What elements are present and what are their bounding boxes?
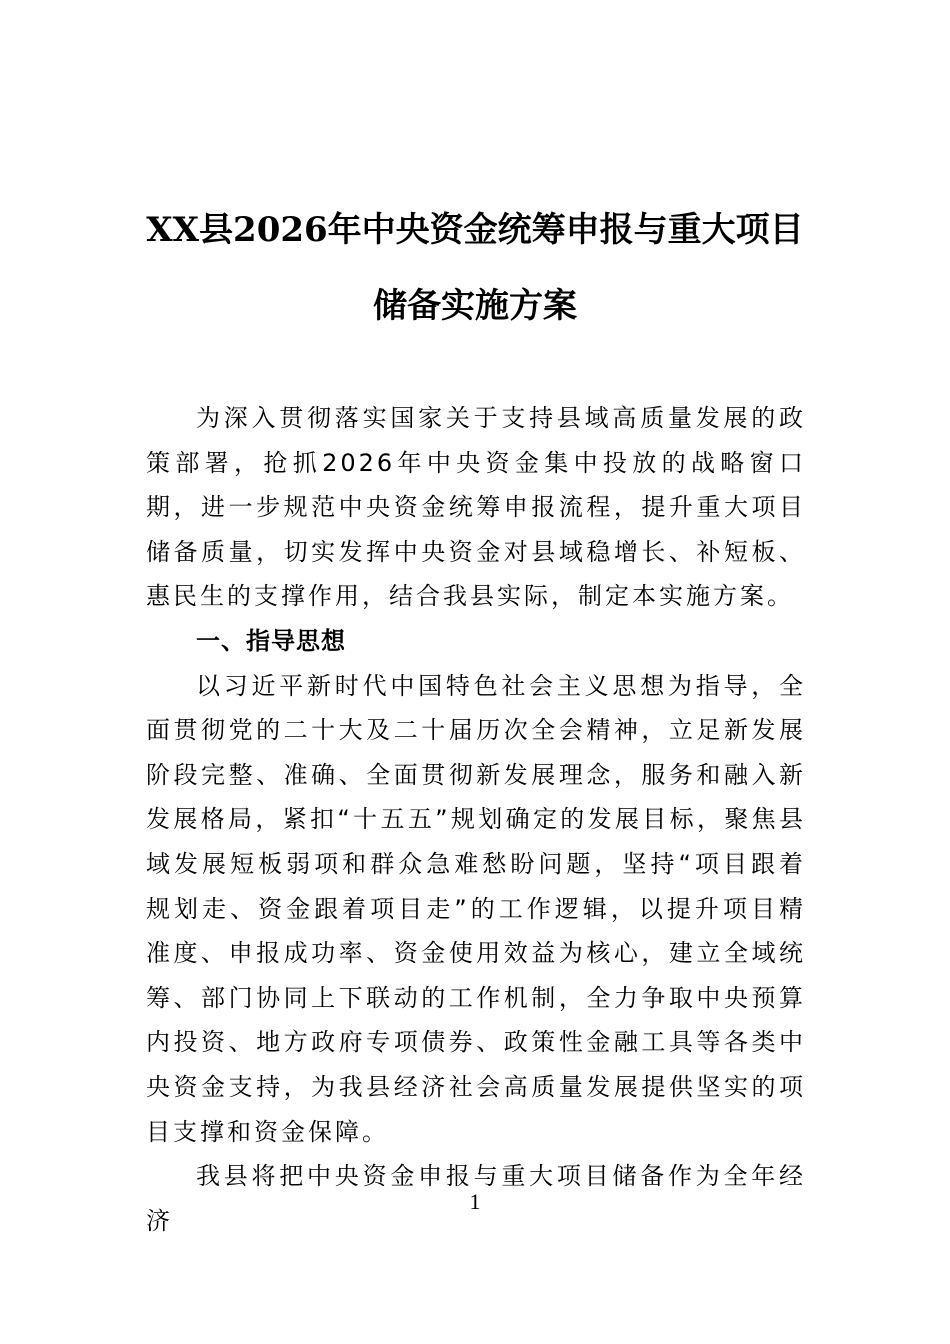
guiding-ideology-paragraph: 以习近平新时代中国特色社会主义思想为指导，全面贯彻党的二十大及二十届历次全会精神，立足新发展阶段完整、准确、全面贯彻新发展理念，服务和融入新发展格局，紧扣“十五五”规划确定的发展目标，聚焦县域发展短板弱项和群众急难愁盼问题，坚持“项目跟着规划走、资金跟着项目走”的工作逻辑，以提升项目精准度、申报成功率、资金使用效益为核心，建立全域统筹、部门协同上下联动的工作机制，全力争取中央预算内投资、地方政府专项债券、政策性金融工具等各类中央资金支持，为我县经济社会高质量发展提供坚实的项目支撑和资金保障。 — [146, 671, 806, 1146]
document-body — [146, 396, 806, 1243]
page-number: 1 — [469, 1189, 481, 1214]
document-title: XX县2026年中央资金统筹申报与重大项目储备实施方案 — [146, 210, 804, 326]
intro-paragraph: 为深入贯彻落实国家关于支持县域高质量发展的政策部署，抢抓2026年中央资金集中投放的战略窗口期，进一步规范中央资金统筹申报流程，提升重大项目储备质量，切实发挥中央资金对县域稳增长、补短板、惠民生的支撑作用，结合我县实际，制定本实施方案。 — [146, 404, 806, 611]
section-heading-guiding-ideology: 一、指导思想 — [196, 626, 346, 655]
work-priority-paragraph: 我县将把中央资金申报与重大项目储备作为全年经济 — [146, 1162, 806, 1235]
